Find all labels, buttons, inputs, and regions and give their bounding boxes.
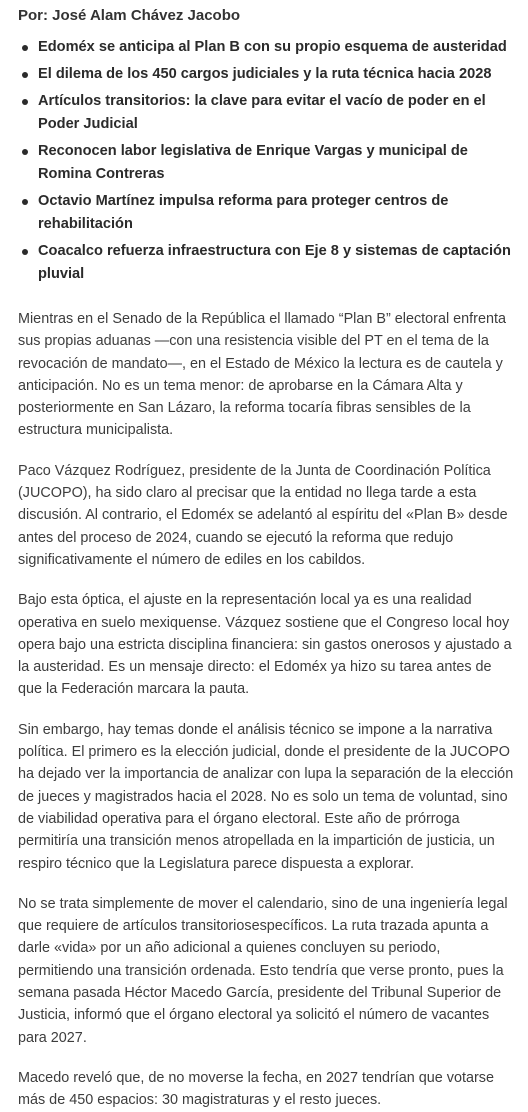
- paragraph: Mientras en el Senado de la República el llamado “Plan B” electoral enfrenta sus propias aduanas —con una resistencia visible del PT en el tema de la revocación de mandato—, en el Estado de México la lectura es de cautela y anticipación. No es un tema menor: de aprobarse en la Cámara Alta y posteriormente en San Lázaro, la reforma tocaría fibras sensibles de la estructura municipalista.: [18, 311, 506, 439]
- paragraph: Bajo esta óptica, el ajuste en la representación local ya es una realidad operativa en suelo mexiquense. Vázquez sostiene que el Congreso local hoy opera bajo una estricta disciplina financiera: sin gastos onerosos y ajustado a la austeridad. Es un mensaje directo: el Edoméx ya hizo su tarea antes de que la Federación marcara la pauta.: [18, 592, 512, 698]
- headline-item[interactable]: Edoméx se anticipa al Plan B con su propio esquema de austeridad: [18, 36, 514, 59]
- headline-item[interactable]: Coacalco refuerza infraestructura con Eje 8 y sistemas de captación pluvial: [18, 240, 514, 286]
- headline-item[interactable]: Reconocen labor legislativa de Enrique Vargas y municipal de Romina Contreras: [18, 140, 514, 186]
- headline-item[interactable]: El dilema de los 450 cargos judiciales y la ruta técnica hacia 2028: [18, 63, 514, 86]
- article-body: [18, 308, 514, 1112]
- paragraph: Paco Vázquez Rodríguez, presidente de la Junta de Coordinación Política (JUCOPO), ha sido claro al precisar que la entidad no llega tarde a esta discusión. Al contrario, el Edoméx se adelantó al espíritu del «Plan B» desde antes del proceso de 2024, cuando se ejecutó la reforma que redujo significativamente el número de ediles en los cabildos.: [18, 462, 508, 568]
- paragraph: Sin embargo, hay temas donde el análisis técnico se impone a la narrativa política. El primero es la elección judicial, donde el presidente de la JUCOPO ha dejado ver la importancia de analizar con lupa la separación de la elección de jueces y magistrados hacia el 2028. No es solo un tema de voluntad, sino de viabilidad operativa para el órgano electoral. Este año de prórroga permitiría una transición menos atropellada en la impartición de justicia, un respiro técnico que la Legislatura parece dispuesta a explorar.: [18, 721, 514, 872]
- paragraph: No se trata simplemente de mover el calendario, sino de una ingeniería legal que requiere de artículos transitoriosespecíficos. La ruta trazada apunta a darle «vida» por un año adicional a quienes concluyen su periodo, permitiendo una transición ordenada. Esto tendría que verse pronto, pues la semana pasada Héctor Macedo García, presidente del Tribunal Superior de Justicia, informó que el órgano electoral ya solicitó el número de vacantes para 2027.: [18, 895, 508, 1046]
- paragraph: Macedo reveló que, de no moverse la fecha, en 2027 tendrían que votarse más de 450 espacios: 30 magistraturas y el resto jueces.: [18, 1069, 495, 1109]
- byline: Por: José Alam Chávez Jacobo: [18, 7, 241, 24]
- headline-item[interactable]: Octavio Martínez impulsa reforma para proteger centros de rehabilitación: [18, 190, 514, 236]
- headline-item[interactable]: Artículos transitorios: la clave para evitar el vacío de poder en el Poder Judicial: [18, 90, 514, 136]
- headline-list: [18, 36, 514, 286]
